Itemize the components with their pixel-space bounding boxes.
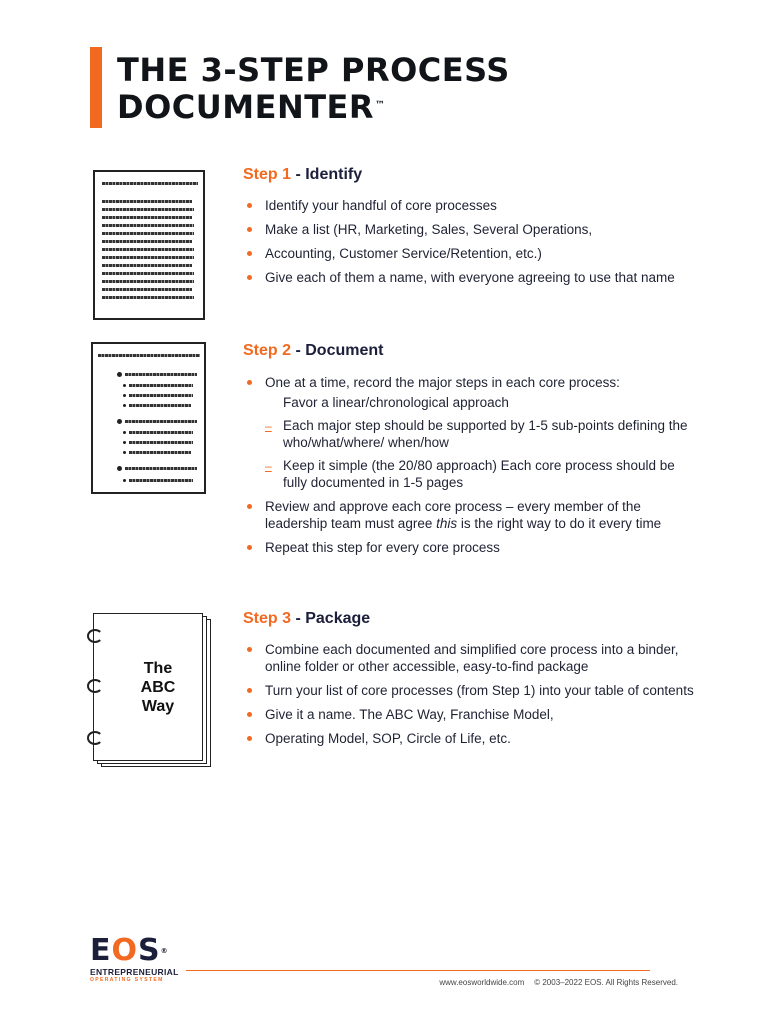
list-item: Turn your list of core processes (from Step 1) into your table of contents [247,682,707,699]
list-item: Accounting, Customer Service/Retention, etc.) [247,245,717,262]
footer-divider [186,970,650,971]
title-line-2: DOCUMENTER [117,88,375,126]
step2-bullet-text: One at a time, record the major steps in each core process: [265,375,620,390]
dash-marker: – [265,419,272,433]
sub-point [265,457,697,491]
logo-letter: S [138,933,161,968]
sub-point: Favor a linear/chronological approach [283,395,509,410]
registered-mark: ® [160,947,169,955]
logo-letter: E [90,933,112,968]
binder-label-line: ABC [140,679,176,696]
step1-name: Identify [305,166,363,183]
logo-tagline-1: ENTREPRENEURIAL [90,967,179,977]
title-accent-bar [90,47,102,128]
website-link[interactable]: www.eosworldwide.com [439,978,525,987]
list-item [247,374,697,491]
binder-label [123,659,193,716]
sub-point-text: Keep it simple (the 20/80 approach) Each core process should be fully documented in 1-5 pages [283,458,675,490]
step2-bullet-text: is the right way to do it every time [457,516,662,531]
copyright: © 2003–2022 EOS. All Rights Reserved. [534,978,678,987]
page-title [117,52,510,126]
list-item: Give each of them a name, with everyone agreeing to use that name [247,269,717,286]
list-item: Identify your handful of core processes [247,197,717,214]
step3-name: Package [305,610,371,627]
sub-point [265,417,697,451]
step3-separator: - [291,610,306,627]
step1-document-icon [93,170,205,320]
step1-number: Step 1 [243,166,292,183]
binder-ring [87,679,103,693]
step3-number: Step 3 [243,610,292,627]
emphasis: this [436,516,458,531]
sub-point-text: Each major step should be supported by 1-5 sub-points defining the who/what/where/ when/how [283,418,688,450]
binder-ring [87,629,103,643]
binder-ring [87,731,103,745]
eos-wordmark [90,935,178,967]
step3-list [247,641,707,754]
step2-list [247,374,697,563]
step3-heading [243,610,370,628]
list-item: Operating Model, SOP, Circle of Life, etc. [247,730,707,747]
trademark-symbol: ™ [375,100,386,111]
footer-text [429,978,678,987]
title-line-1: THE 3-STEP PROCESS [117,51,510,89]
logo-tagline-2: OPERATING SYSTEM [90,977,164,983]
step2-separator: - [291,342,306,359]
binder-icon [93,613,211,767]
binder-label-line: Way [141,698,175,715]
step2-heading [243,342,383,360]
list-item: Repeat this step for every core process [247,539,697,556]
list-item: Make a list (HR, Marketing, Sales, Several Operations, [247,221,717,238]
list-item: Give it a name. The ABC Way, Franchise Model, [247,706,707,723]
step2-name: Document [305,342,384,359]
step2-document-icon [91,342,206,494]
logo-letter: O [111,933,139,968]
list-item: Combine each documented and simplified core process into a binder, online folder or other accessible, easy-to-find package [247,641,707,675]
list-item [247,498,697,532]
step2-number: Step 2 [243,342,292,359]
dash-marker: – [265,459,272,473]
step1-separator: - [291,166,306,183]
eos-logo [90,935,178,984]
step2-bullet-text: Review and approve each core process – every member of the leadership team must agree [265,499,641,531]
step1-list [247,197,717,293]
step1-heading [243,166,362,184]
binder-label-line: The [143,660,173,677]
